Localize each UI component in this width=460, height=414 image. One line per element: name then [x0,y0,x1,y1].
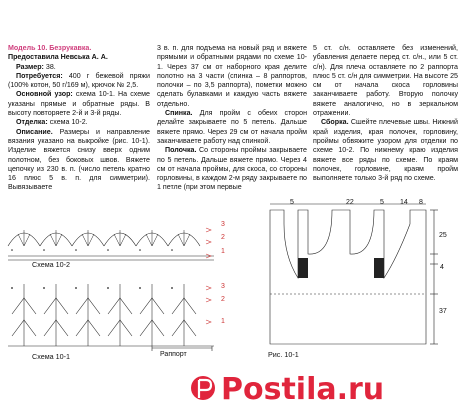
text-column-2 [157,44,307,193]
front-paragraph: Полочка. Со стороны проймы закрываете по 5 петель. Дальше вяжете прямо. Через 4 см от начала проймы, для скоса, со стороны горловины, в каждом 2-м ряду закрываете по 1 петле (при этом первые [157,146,307,192]
finish-line: Отделка: схема 10-2. [16,118,88,127]
materials-paragraph: Потребуется: 400 г бежевой пряжи (100% котон, 50 г/169 м), крючок № 2,5. [8,71,150,90]
rapport-label: Раппорт [160,351,187,358]
pattern-figure [264,196,458,356]
author-line: Предоставила Невська А. А. [8,53,108,62]
scheme-10-2-row-3: 3 [221,221,225,228]
scheme-10-1-diagram [4,280,234,354]
dim-right-37: 37 [439,308,447,315]
scheme-10-2-label: Схема 10-2 [32,260,71,269]
dim-top-4: 14 [400,199,408,206]
description-paragraph: Описание. Размеры и направление вязания указано на выкройке (рис. 10-1). Изделие вяжется снизу вверх одним полотном, без боковых швов. Вяжете цепочку из 230 в. п. (число петель кратно 16 плюс 5 в. п. для симметрии). Вывязываете [8,127,150,192]
dim-top-5: 8 [419,199,423,206]
size-line: Размер: 38. [16,62,56,71]
dim-top-1: 5 [290,199,294,206]
dim-top-2: 22 [346,199,354,206]
text-column-1 [8,0,150,193]
continuation-paragraph: 3 в. п. для подъема на новый ряд и вяжете прямыми и обратными рядами по схеме 10-1. Через 37 см от наборного края делите полотно на 3 части (спинка – 8 раппортов, полочки – по 3,5 раппорта), пометки можно сделать булавками и каждую часть вяжете отдельно. [157,44,307,108]
continuation-paragraph-2: 5 ст. с/н. оставляете без изменений, убавления делаете перед ст. с/н., или 5 ст. с/н). Для плеча оставляете по 2 раппорта плюс 5 ст. с/н для симметрии. На высоте 25 см от начала скоса горловины заканчиваете работу. Вторую полочку вяжете аналогично, но в зеркальном отражении. [313,44,458,118]
scheme-10-1-row-1: 1 [221,318,225,325]
scheme-10-1-label: Схема 10-1 [32,352,71,361]
scheme-10-2-row-2: 2 [221,234,225,241]
model-title: Модель 10. Безрукавка. [8,44,92,52]
pattern-paragraph: Основной узор: схема 10-1. На схеме указаны прямые и обратные ряды. В высоту повторяете 2-й и 3-й ряды. [8,90,150,118]
scheme-10-1-row-2: 2 [221,296,225,303]
postila-logo [185,368,455,408]
dim-top-3: 5 [380,199,384,206]
back-paragraph: Спинка. Для пройм с обеих сторон делайте закрываете по 5 петель. Дальше вяжете прямо. Через 29 см от начала пройм заканчиваете работу над спинкой. [157,109,307,145]
scheme-10-1-row-3: 3 [221,283,225,290]
postila-logo-text: Postila.ru [221,372,385,407]
dim-right-4: 4 [440,264,444,271]
figure-label: Рис. 10-1 [268,350,299,359]
assembly-paragraph: Сборка. Сшейте плечевые швы. Нижний край изделия, края полочек, горловину, проймы обвяжите узором для отделки по схеме 10-2. По нижнему краю изделия вяжете все ряды по схеме. По краям полочек, горловине, краям пройм выполняете только 3-й ряд по схеме. [313,118,458,183]
text-column-3 [313,44,458,183]
scheme-10-2-row-1: 1 [221,248,225,255]
dim-right-25: 25 [439,232,447,239]
